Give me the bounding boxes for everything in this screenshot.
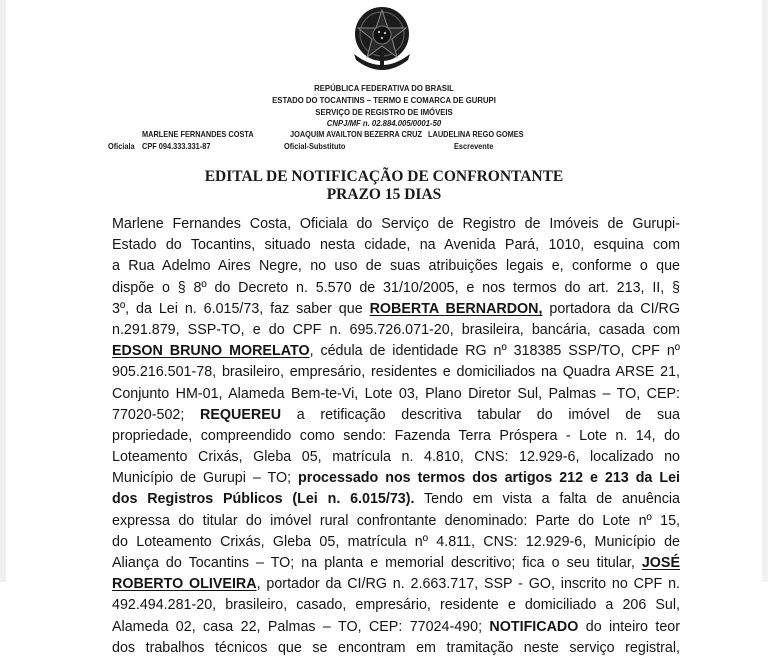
name-jose: JOSÉ: [641, 555, 680, 571]
name-roberto-oliveira: ROBERTO OLIVEIRA: [112, 576, 257, 593]
text-run: Aliança do Tocantins – TO; na planta e memorial descritivo; fica o seu titular,: [112, 555, 642, 571]
document-subtitle: PRAZO 15 DIAS: [326, 186, 442, 203]
body-line: dispõe o § 8º do Decreto n. 5.570 de 31/10/2005, e nos termos do art. 213, II, §: [112, 279, 680, 296]
text-run: , portador da CI/RG n. 2.663.717, SSP - GO, inscrito no CPF n.: [256, 576, 680, 593]
legal-basis-cont: dos Registros Públicos (Lei n. 6.015/73).: [112, 491, 415, 508]
text-run: Município de Gurupi – TO;: [112, 470, 299, 487]
body-line: [112, 468, 680, 489]
header-service: SERVIÇO DE REGISTRO DE IMÓVEIS: [315, 107, 453, 117]
text-run: portadora da CI/RG: [542, 300, 680, 317]
body-line: [112, 299, 680, 320]
document-title: EDITAL DE NOTIFICAÇÃO DE CONFRONTANTE: [204, 168, 564, 185]
body-line: expressa do titular do imóvel rural confrontante denominado: Parte do Lote nº 15,: [112, 512, 680, 529]
legal-basis: processado nos termos dos artigos 212 e 213 da Lei: [298, 470, 680, 487]
body-line: a Rua Adelmo Aires Negre, no uso de suas atribuições legais e, conforme o que: [112, 258, 680, 275]
body-line: [112, 341, 680, 362]
text-run: , cédula de identidade RG nº 318385 SSP/TO, CPF nº: [309, 343, 680, 360]
officer-name-1: MARLENE FERNANDES COSTA: [142, 129, 254, 139]
text-run: 77020-502;: [112, 406, 201, 423]
body-line: propriedade, compreendido como sendo: Fazenda Terra Próspera - Lote n. 14, do: [112, 427, 680, 444]
body-line: do Loteamento Crixás, Gleba 05, matrícula nº 4.811, CNS: 12.929-6, Município de: [112, 533, 680, 550]
officer-cpf-1: CPF 094.333.331-87: [142, 141, 211, 151]
body-line: dos trabalhos técnicos que se encontram em tramitação neste serviço registral,: [112, 639, 680, 656]
header-cnpj: CNPJ/MF n. 02.884.005/0001-50: [326, 118, 442, 128]
header-state: ESTADO DO TOCANTINS – TERMO E COMARCA DE GURUPI: [272, 95, 496, 105]
body-line: Loteamento Crixás, Gleba 05, matrícula n. 4.810, CNS: 12.929-6, localizado no: [112, 449, 680, 466]
officer-name-3: LAUDELINA REGO GOMES: [428, 129, 524, 139]
officer-role-1: Oficiala: [108, 141, 135, 151]
name-roberta-bernardon: ROBERTA BERNARDON,: [369, 300, 543, 317]
body-line: Marlene Fernandes Costa, Oficiala do Serviço de Registro de Imóveis de Gurupi-: [112, 216, 680, 232]
text-run: do inteiro teor: [578, 618, 680, 635]
body-line: 492.494.281-20, brasileiro, casado, empresário, residente e domiciliado a 206 Sul,: [112, 597, 680, 614]
text-run: Tendo em vista a falta de anuência: [414, 491, 680, 508]
text-run: a retificação descritiva tabular do imóvel de sua: [281, 406, 680, 423]
body-line: [112, 489, 680, 510]
keyword-requereu: REQUEREU: [200, 406, 282, 423]
document-body: [112, 214, 680, 659]
document-page: [6, 0, 762, 656]
officer-name-2: JOAQUIM AVAILTON BEZERRA CRUZ: [290, 129, 422, 139]
text-run: Alameda 02, casa 22, Palmas – TO, CEP: 77024-490;: [112, 618, 490, 635]
body-line: Estado do Tocantins, situado nesta cidade, na Avenida Pará, 1010, esquina com: [112, 237, 680, 254]
body-line: [112, 405, 680, 426]
body-line: 905.216.501-78, brasileiro, empresário, residentes e domiciliados na Quadra ARSE 21,: [112, 364, 680, 381]
body-line: n.291.879, SSP-TO, e do CPF n. 695.726.071-20, brasileira, bancária, casada com: [112, 321, 680, 338]
keyword-notificado: NOTIFICADO: [489, 618, 579, 635]
text-run: 3º, da Lei n. 6.015/73, faz saber que: [112, 300, 370, 317]
header-republic: REPÚBLICA FEDERATIVA DO BRASIL: [314, 83, 454, 93]
body-line: [112, 553, 680, 574]
body-line: Conjunto HM-01, Alameda Bem-te-Vi, Lote 03, Plano Diretor Sul, Palmas – TO, CEP:: [112, 385, 680, 402]
officer-role-2: Oficial-Substituto: [284, 141, 346, 151]
body-line: [112, 574, 680, 595]
coat-of-arms-icon: [348, 2, 416, 76]
name-edson-bruno-morelato: EDSON BRUNO MORELATO: [112, 343, 310, 360]
officer-role-3: Escrevente: [454, 141, 494, 151]
scan-edge-right: [762, 0, 768, 582]
body-line: [112, 617, 680, 638]
